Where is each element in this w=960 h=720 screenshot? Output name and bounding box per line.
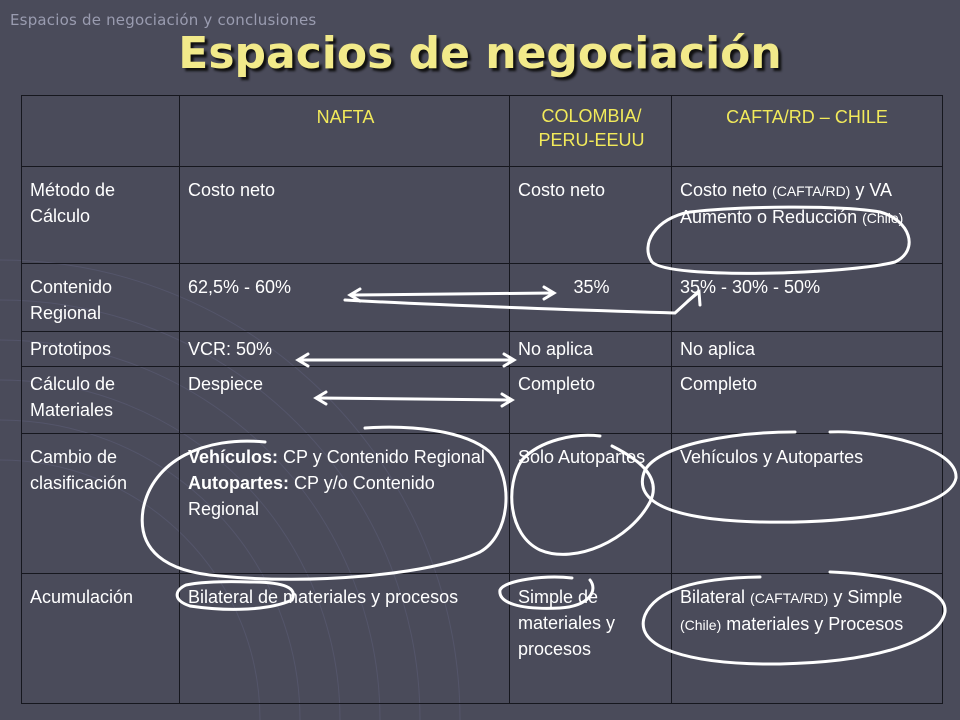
cell-text-small: (CAFTA/RD) [772,183,851,199]
cell-cambio-nafta [180,434,510,574]
cell-prototipos-cafta: No aplica [672,332,943,367]
cell-cambio-colombia: Solo Autopartes [510,434,672,574]
cell-acumulacion-nafta: Bilateral de materiales y procesos [180,574,510,704]
cell-contenido-nafta: 62,5% - 60% [180,264,510,332]
table-row [22,367,943,434]
cell-calculo-colombia: Completo [510,367,672,434]
cell-text: materiales y Procesos [721,614,904,634]
row-label-cambio: Cambio de clasificación [22,434,180,574]
column-header-cafta [672,96,943,167]
cell-text: CP y Contenido Regional [278,447,485,467]
table-row [22,264,943,332]
cell-text-small: (Chile) [680,617,722,633]
cell-text: y VA Aumento o Reducción [680,180,892,227]
cell-cambio-cafta: Vehículos y Autopartes [672,434,943,574]
page-title: Espacios de negociación [178,28,782,79]
table-row [22,332,943,367]
cell-metodo-colombia: Costo neto [510,167,672,264]
header-empty-cell [22,96,180,167]
cell-text: CP y/o Contenido Regional [188,473,435,519]
cell-text: Bilateral [680,587,751,607]
cell-acumulacion-colombia: Simple de materiales y procesos [510,574,672,704]
column-header-colombia-text: COLOMBIA/ PERU-EEUU [538,106,645,150]
cell-contenido-colombia: 35% [510,264,672,332]
cell-text: Costo neto [680,180,773,200]
table-row [22,167,943,264]
cell-contenido-cafta: 35% - 30% - 50% [672,264,943,332]
table-header-row [22,96,943,167]
cell-acumulacion-cafta [672,574,943,704]
cell-prototipos-nafta: VCR: 50% [180,332,510,367]
cell-text-bold: Vehículos: [188,447,279,467]
column-header-colombia [510,96,672,167]
table-row [22,434,943,574]
row-label-calculo: Cálculo de Materiales [22,367,180,434]
column-header-cafta-text: CAFTA/RD – CHILE [726,107,888,127]
cell-calculo-nafta: Despiece [180,367,510,434]
comparison-table [21,95,943,704]
row-label-metodo: Método de Cálculo [22,167,180,264]
cell-text-small: (CAFTA/RD) [750,590,829,606]
column-header-nafta: NAFTA [180,96,510,167]
table-row [22,574,943,704]
row-label-acumulacion: Acumulación [22,574,180,704]
cell-metodo-nafta: Costo neto [180,167,510,264]
cell-text-small: (Chile) [862,210,904,226]
cell-text-bold: Autopartes: [188,473,290,493]
cell-calculo-cafta: Completo [672,367,943,434]
row-label-contenido: Contenido Regional [22,264,180,332]
cell-text: y Simple [828,587,903,607]
cell-metodo-cafta [672,167,943,264]
section-header: Espacios de negociación y conclusiones [10,11,317,29]
cell-prototipos-colombia: No aplica [510,332,672,367]
row-label-prototipos: Prototipos [22,332,180,367]
